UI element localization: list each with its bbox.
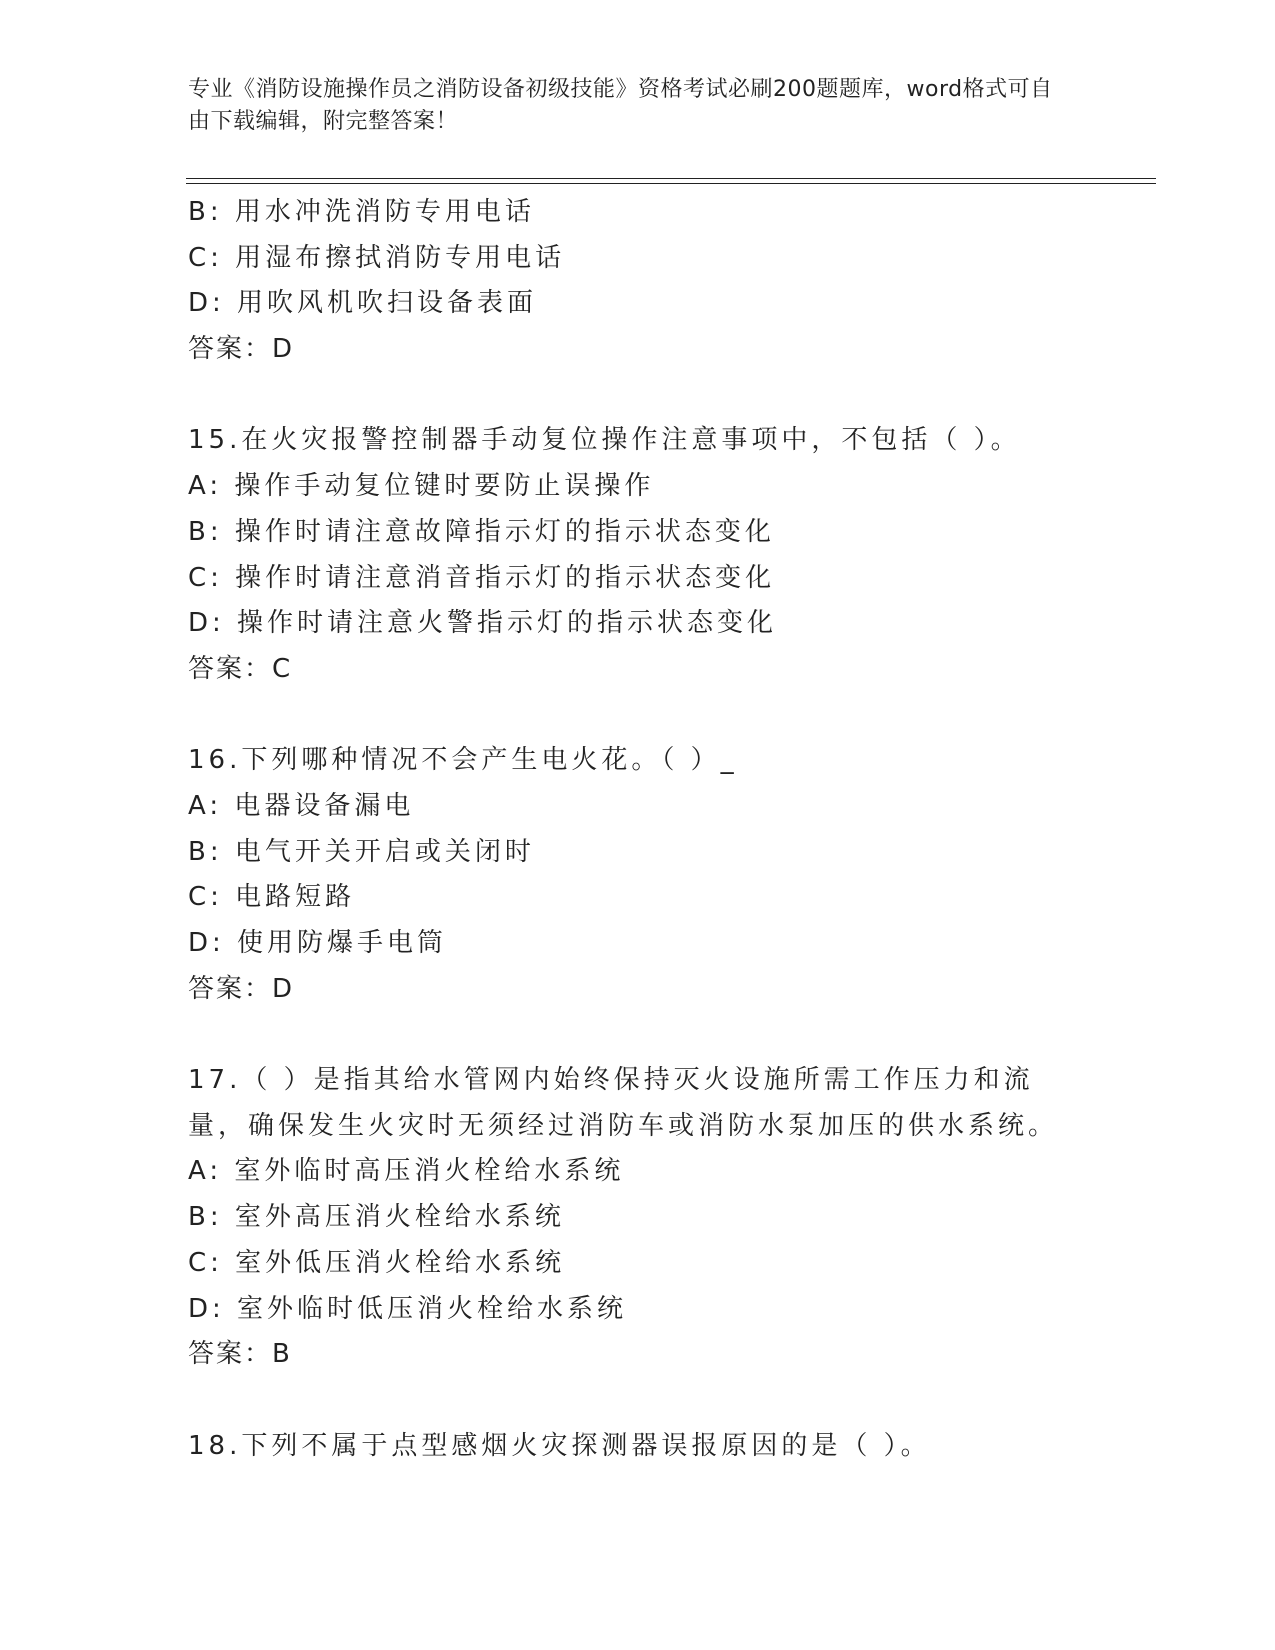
answer-line: 答案：D bbox=[188, 973, 295, 1004]
option-line: D: 使用防爆手电筒 bbox=[188, 928, 448, 958]
spacer bbox=[188, 373, 1088, 419]
option-line: D: 操作时请注意火警指示灯的指示状态变化 bbox=[188, 608, 778, 639]
option-line: B: 用水冲洗消防专用电话 bbox=[188, 197, 535, 227]
question-stem: 18.下列不属于点型感烟火灾探测器误报原因的是（ ）。 bbox=[188, 1430, 931, 1461]
option-line: D: 用吹风机吹扫设备表面 bbox=[188, 288, 538, 319]
question-stem: 15.在火灾报警控制器手动复位操作注意事项中，不包括（ ）。 bbox=[188, 425, 1021, 456]
question-stem: 16.下列哪种情况不会产生电火花。（ ）_ bbox=[188, 745, 738, 776]
option-line: C: 用湿布擦拭消防专用电话 bbox=[188, 242, 566, 273]
option-line: C: 电路短路 bbox=[188, 882, 356, 913]
option-line: B: 电气开关开启或关闭时 bbox=[188, 836, 535, 867]
option-line: A: 室外临时高压消火栓给水系统 bbox=[188, 1156, 625, 1187]
option-line: A: 操作手动复位键时要防止误操作 bbox=[188, 471, 655, 502]
option-line: C: 室外低压消火栓给水系统 bbox=[188, 1247, 566, 1278]
document-header: 专业《消防设施操作员之消防设备初级技能》资格考试必刷200题题库，word格式可自由下载编辑，附完整答案！ bbox=[188, 77, 1053, 134]
answer-line: 答案：D bbox=[188, 334, 295, 365]
option-line: D: 室外临时低压消火栓给水系统 bbox=[188, 1293, 628, 1324]
answer-line: 答案：B bbox=[188, 1339, 292, 1370]
option-line: C: 操作时请注意消音指示灯的指示状态变化 bbox=[188, 562, 776, 593]
question-content bbox=[188, 190, 1088, 1469]
spacer bbox=[188, 693, 1088, 739]
option-line: B: 室外高压消火栓给水系统 bbox=[188, 1202, 565, 1233]
header-rule-top bbox=[186, 178, 1156, 179]
option-line: A: 电器设备漏电 bbox=[188, 790, 415, 821]
answer-line: 答案：C bbox=[188, 653, 293, 684]
option-line: B: 操作时请注意故障指示灯的指示状态变化 bbox=[188, 516, 775, 547]
header-rule-bottom bbox=[186, 183, 1156, 184]
spacer bbox=[188, 1378, 1088, 1424]
question-stem: 17.（ ）是指其给水管网内始终保持灭火设施所需工作压力和流量，确保发生火灾时无须经过消防车或消防水泵加压的供水系统。 bbox=[188, 1065, 1059, 1141]
spacer bbox=[188, 1012, 1088, 1058]
